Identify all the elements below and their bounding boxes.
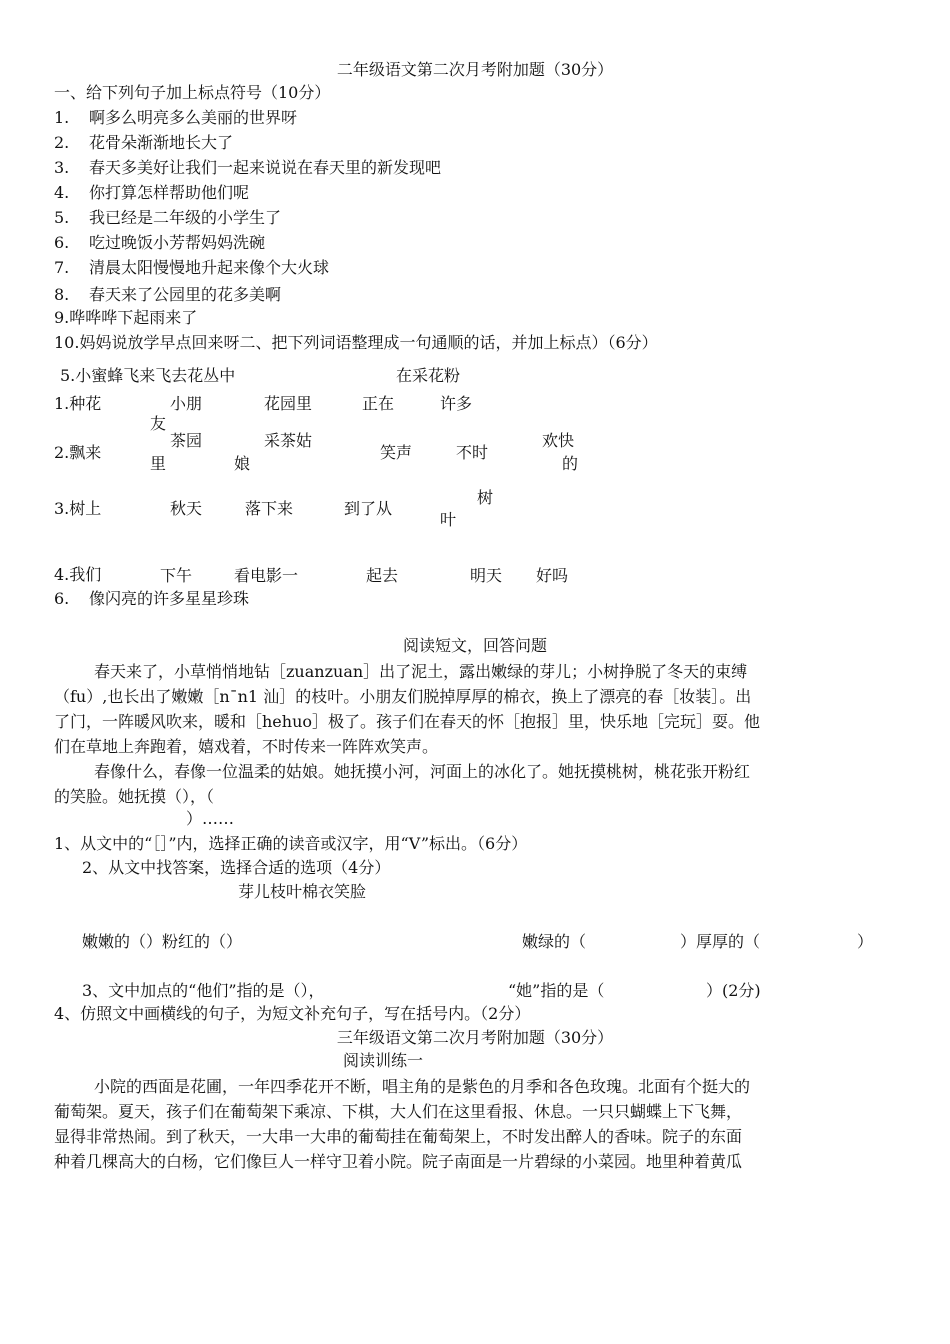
word: 看电影一 [234,566,299,585]
row-lead: 2.飘来 [54,443,102,462]
row-lead: 1.种花 [54,394,102,413]
word: 许多 [440,394,473,413]
passage-line: 了门，一阵暖风吹来，暖和［hehuo］极了。孩子们在春天的怀［抱报］里，快乐地［完玩］耍。他 [54,712,761,731]
word: 花园里 [264,394,313,413]
passage-line: （fu）,也长出了嫩嫩［n¯n1 汕］的枝叶。小朋友们脱掉厚厚的棉衣，换上了漂亮的春［妆装］。出 [54,687,752,706]
passage-line: 们在草地上奔跑着，嬉戏着，不时传来一阵阵欢笑声。 [54,737,439,756]
word: 下午 [160,566,193,585]
question-3-part: “她”指的是（ [508,981,605,1000]
list-item: 花骨朵渐渐地长大了 [89,133,234,152]
word: 茶园 [170,431,203,450]
fill-blank: ） [857,932,874,951]
fill-blank: ）厚厚的（ [680,932,761,951]
word: 小朋 [170,394,203,413]
row-lead: 3.树上 [54,499,102,518]
fill-blank: 嫩绿的（ [522,932,587,951]
list-item-num: 3. [54,158,70,177]
word: 好吗 [536,566,569,585]
answer-options: 芽儿枝叶棉衣笑脸 [238,882,367,901]
clipped-line [396,366,461,385]
word: 笑声 [380,443,413,462]
word: 里 [150,454,167,473]
clipped-line [60,366,236,385]
clipped-text: 在采花粉 [396,366,461,385]
list-item-num: 8. [54,285,70,304]
question-2: 2、从文中找答案，选择合适的选项（4分） [82,858,391,877]
list-item-num: 5. [54,208,70,227]
passage-line: 显得非常热闹。到了秋天，一大串一大串的葡萄挂在葡萄架上，不时发出醉人的香味。院子的东面 [54,1127,743,1146]
passage-line: 种着几棵高大的白杨，它们像巨人一样守卫着小院。院子南面是一片碧绿的小菜园。地里种着黄瓜 [54,1152,743,1171]
passage-ellipsis: ）…… [186,809,235,828]
list-item-num: 6. [54,589,70,608]
word: 落下来 [245,499,294,518]
list-item: 春天多美好让我们一起来说说在春天里的新发现吧 [89,158,442,177]
word: 不时 [456,443,489,462]
reading-heading: 阅读短文，回答问题 [402,636,547,655]
question-3: 3、文中加点的“他们”指的是（）， [82,981,325,1000]
passage-paragraph-2 [54,759,890,809]
word [150,414,167,433]
list-item: 清晨太阳慢慢地升起来像个大火球 [89,258,330,277]
word: 到了从 [344,499,393,518]
list-item-num: 6. [54,233,70,252]
list-item-num: 4. [54,183,70,202]
passage-line: 春像什么，春像一位温柔的姑娘。她抚摸小河，河面上的冰化了。她抚摸桃树，桃花张开粉红 [94,762,751,781]
question-1: 1、从文中的“［］”内，选择正确的读音或汉字，用“V”标出。（6分） [54,834,528,853]
list-item: 吃过晚饭小芳帮妈妈洗碗 [89,233,266,252]
passage-line: 春天来了，小草悄悄地钻［zuanzuan］出了泥土，露出嫩绿的芽儿；小树挣脱了冬天的束缚 [94,662,748,681]
list-item: 春天来了公园里的花多美啊 [89,285,282,304]
section3-passage [54,1074,890,1174]
fill-blank: 嫩嫩的（）粉红的（） [82,932,243,951]
word: 的 [562,454,579,473]
list-item-num: 1. [54,108,70,127]
word: 叶 [440,510,457,529]
word: 秋天 [170,499,203,518]
passage-line: 的笑脸。她抚摸（），（ [54,787,215,806]
section3-subtitle: 阅读训练一 [343,1051,424,1070]
list-item: 10.妈妈说放学早点回来呀二、把下列词语整理成一句通顺的话，并加上标点）（6分） [54,333,658,352]
passage-paragraph-1 [54,659,890,759]
list-item: 你打算怎样帮助他们呢 [89,183,250,202]
list-item-num: 7. [54,258,70,277]
word: 欢快 [542,431,575,450]
question-3-part: ）(2分) [706,981,761,1000]
section1-heading: 一、给下列句子加上标点符号（10分） [54,83,331,102]
word: 明天 [470,566,503,585]
list-item-num: 2. [54,133,70,152]
list-item: 我已经是二年级的小学生了 [89,208,282,227]
passage-line: 葡萄架。夏天，孩子们在葡萄架下乘凉、下棋，大人们在这里看报、休息。一只只蝴蝶上下飞舞， [54,1102,743,1121]
passage-line: 小院的西面是花圃，一年四季花开不断，唱主角的是紫色的月季和各色玫瑰。北面有个挺大的 [94,1077,751,1096]
word: 树 [477,488,494,507]
word-clipped: 友 [150,414,167,433]
list-item: 啊多么明亮多么美丽的世界呀 [89,108,298,127]
word: 采茶姑 [264,431,313,450]
list-item: 像闪亮的许多星星珍珠 [89,589,250,608]
word: 起去 [366,566,399,585]
clipped-text: 5.小蜜蜂飞来飞去花丛中 [60,366,236,385]
row-lead: 4.我们 [54,565,102,584]
word: 正在 [362,394,395,413]
page-title: 二年级语文第二次月考附加题（30分） [336,60,614,79]
word: 娘 [234,454,251,473]
section3-title: 三年级语文第二次月考附加题（30分） [336,1028,614,1047]
question-4: 4、仿照文中画横线的句子，为短文补充句子，写在括号内。（2分） [54,1004,531,1023]
list-item: 9.哗哗哗下起雨来了 [54,308,198,327]
